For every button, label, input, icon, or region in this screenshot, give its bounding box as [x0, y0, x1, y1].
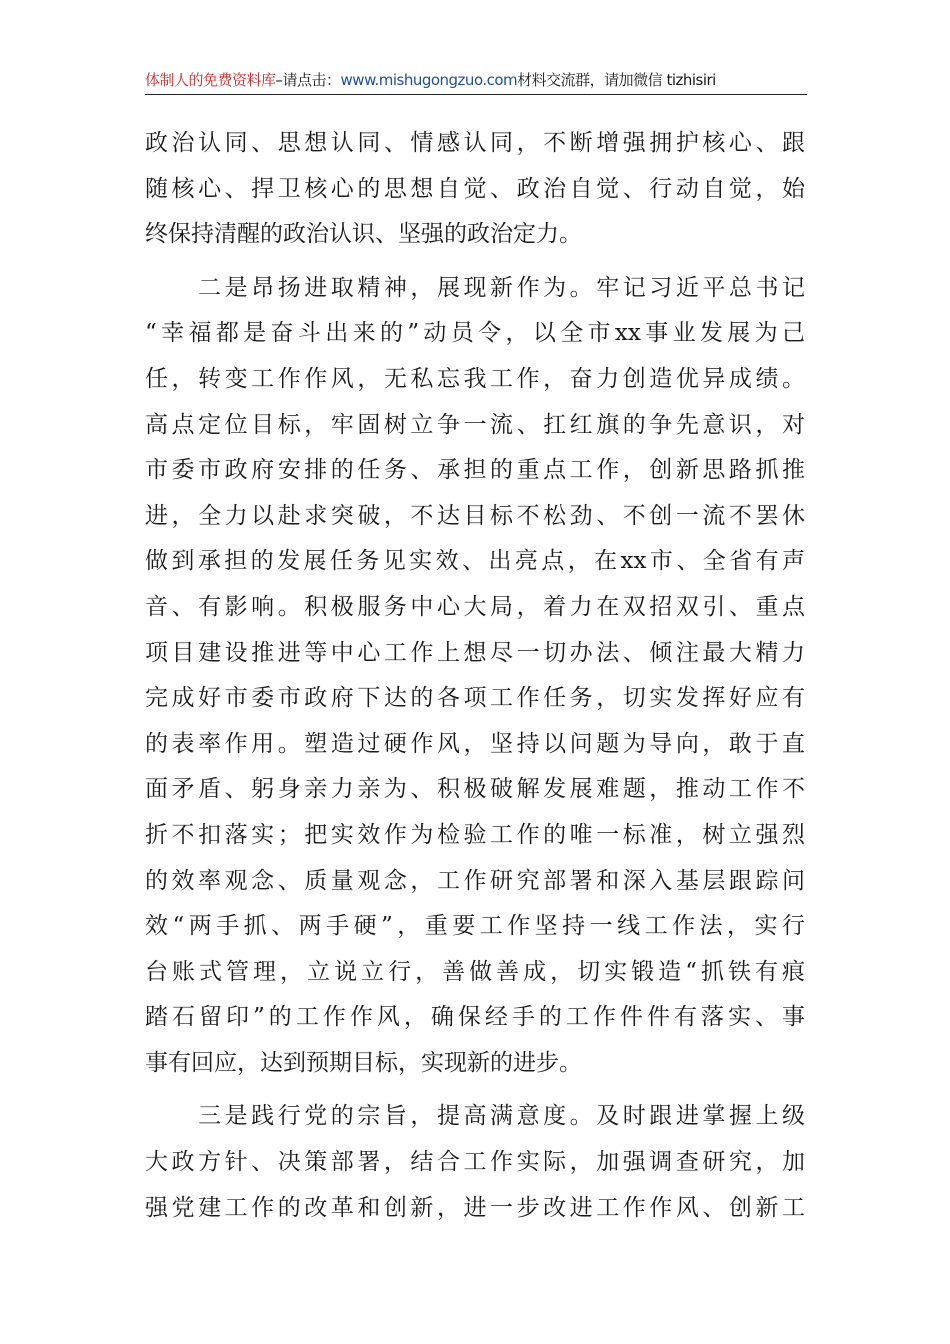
- text-line: 项目建设推进等中心工作上想尽一切办法、倾注最大精力: [145, 639, 805, 666]
- header-click-prompt: –请点击：: [275, 71, 341, 89]
- text-line: 做到承担的发展任务见实效、出亮点，在xx市、全省有声: [145, 548, 805, 575]
- text-line: 踏石留印”的工作作风，确保经手的工作件件有落实、事: [145, 1004, 805, 1031]
- paragraph-2: [145, 266, 805, 1087]
- text-line: 台账式管理，立说立行，善做善成，切实锻造“抓铁有痕: [145, 958, 805, 985]
- text-line: 高点定位目标，牢固树立争一流、扛红旗的争先意识，对: [145, 411, 805, 438]
- paragraph-3: [145, 1094, 805, 1231]
- header-site-name: 体制人的免费资料库: [145, 71, 276, 89]
- text-line: 的表率作用。塑造过硬作风，坚持以问题为导向，敢于直: [145, 730, 805, 757]
- document-body: [145, 121, 805, 1231]
- paragraph-1: [145, 121, 805, 258]
- text-line: 强党建工作的改革和创新，进一步改进工作作风、创新工: [145, 1194, 805, 1221]
- text-line: 的效率观念、质量观念，工作研究部署和深入基层跟踪问: [145, 867, 805, 894]
- text-line: 市委市政府安排的任务、承担的重点工作，创新思路抓推: [145, 457, 805, 484]
- text-line: 进，全力以赴求突破，不达目标不松劲、不创一流不罢休: [145, 502, 805, 529]
- text-line: 效“两手抓、两手硬”，重要工作坚持一线工作法，实行: [145, 913, 805, 940]
- page-header: [145, 66, 807, 95]
- header-group-text: 材料交流群，请加微信 tizhisiri: [517, 71, 716, 89]
- text-line: “幸福都是奋斗出来的”动员令，以全市xx事业发展为己: [145, 320, 805, 347]
- header-url-link[interactable]: www.mishugongzuo.com: [340, 71, 518, 89]
- text-line: 随核心、捍卫核心的思想自觉、政治自觉、行动自觉，始: [145, 175, 805, 202]
- text-line: 大政方针、决策部署，结合工作实际，加强调查研究，加: [145, 1149, 805, 1176]
- text-line: 三是践行党的宗旨，提高满意度。及时跟进掌握上级: [145, 1103, 805, 1130]
- text-line: 事有回应，达到预期目标，实现新的进步。: [145, 1049, 582, 1076]
- text-line: 折不扣落实；把实效作为检验工作的唯一标准，树立强烈: [145, 821, 805, 848]
- text-line: 政治认同、思想认同、情感认同，不断增强拥护核心、跟: [145, 130, 805, 156]
- paragraph-gap: [145, 258, 805, 266]
- text-line: 音、有影响。积极服务中心大局，着力在双招双引、重点: [145, 593, 805, 620]
- paragraph-gap: [145, 1086, 805, 1094]
- text-line: 终保持清醒的政治认识、坚强的政治定力。: [145, 221, 582, 248]
- text-line: 二是昂扬进取精神，展现新作为。牢记习近平总书记: [145, 274, 805, 301]
- text-line: 面矛盾、躬身亲力亲为、积极破解发展难题，推动工作不: [145, 776, 805, 803]
- text-line: 完成好市委市政府下达的各项工作任务，切实发挥好应有: [145, 685, 805, 712]
- text-line: 任，转变工作作风，无私忘我工作，奋力创造优异成绩。: [145, 365, 805, 392]
